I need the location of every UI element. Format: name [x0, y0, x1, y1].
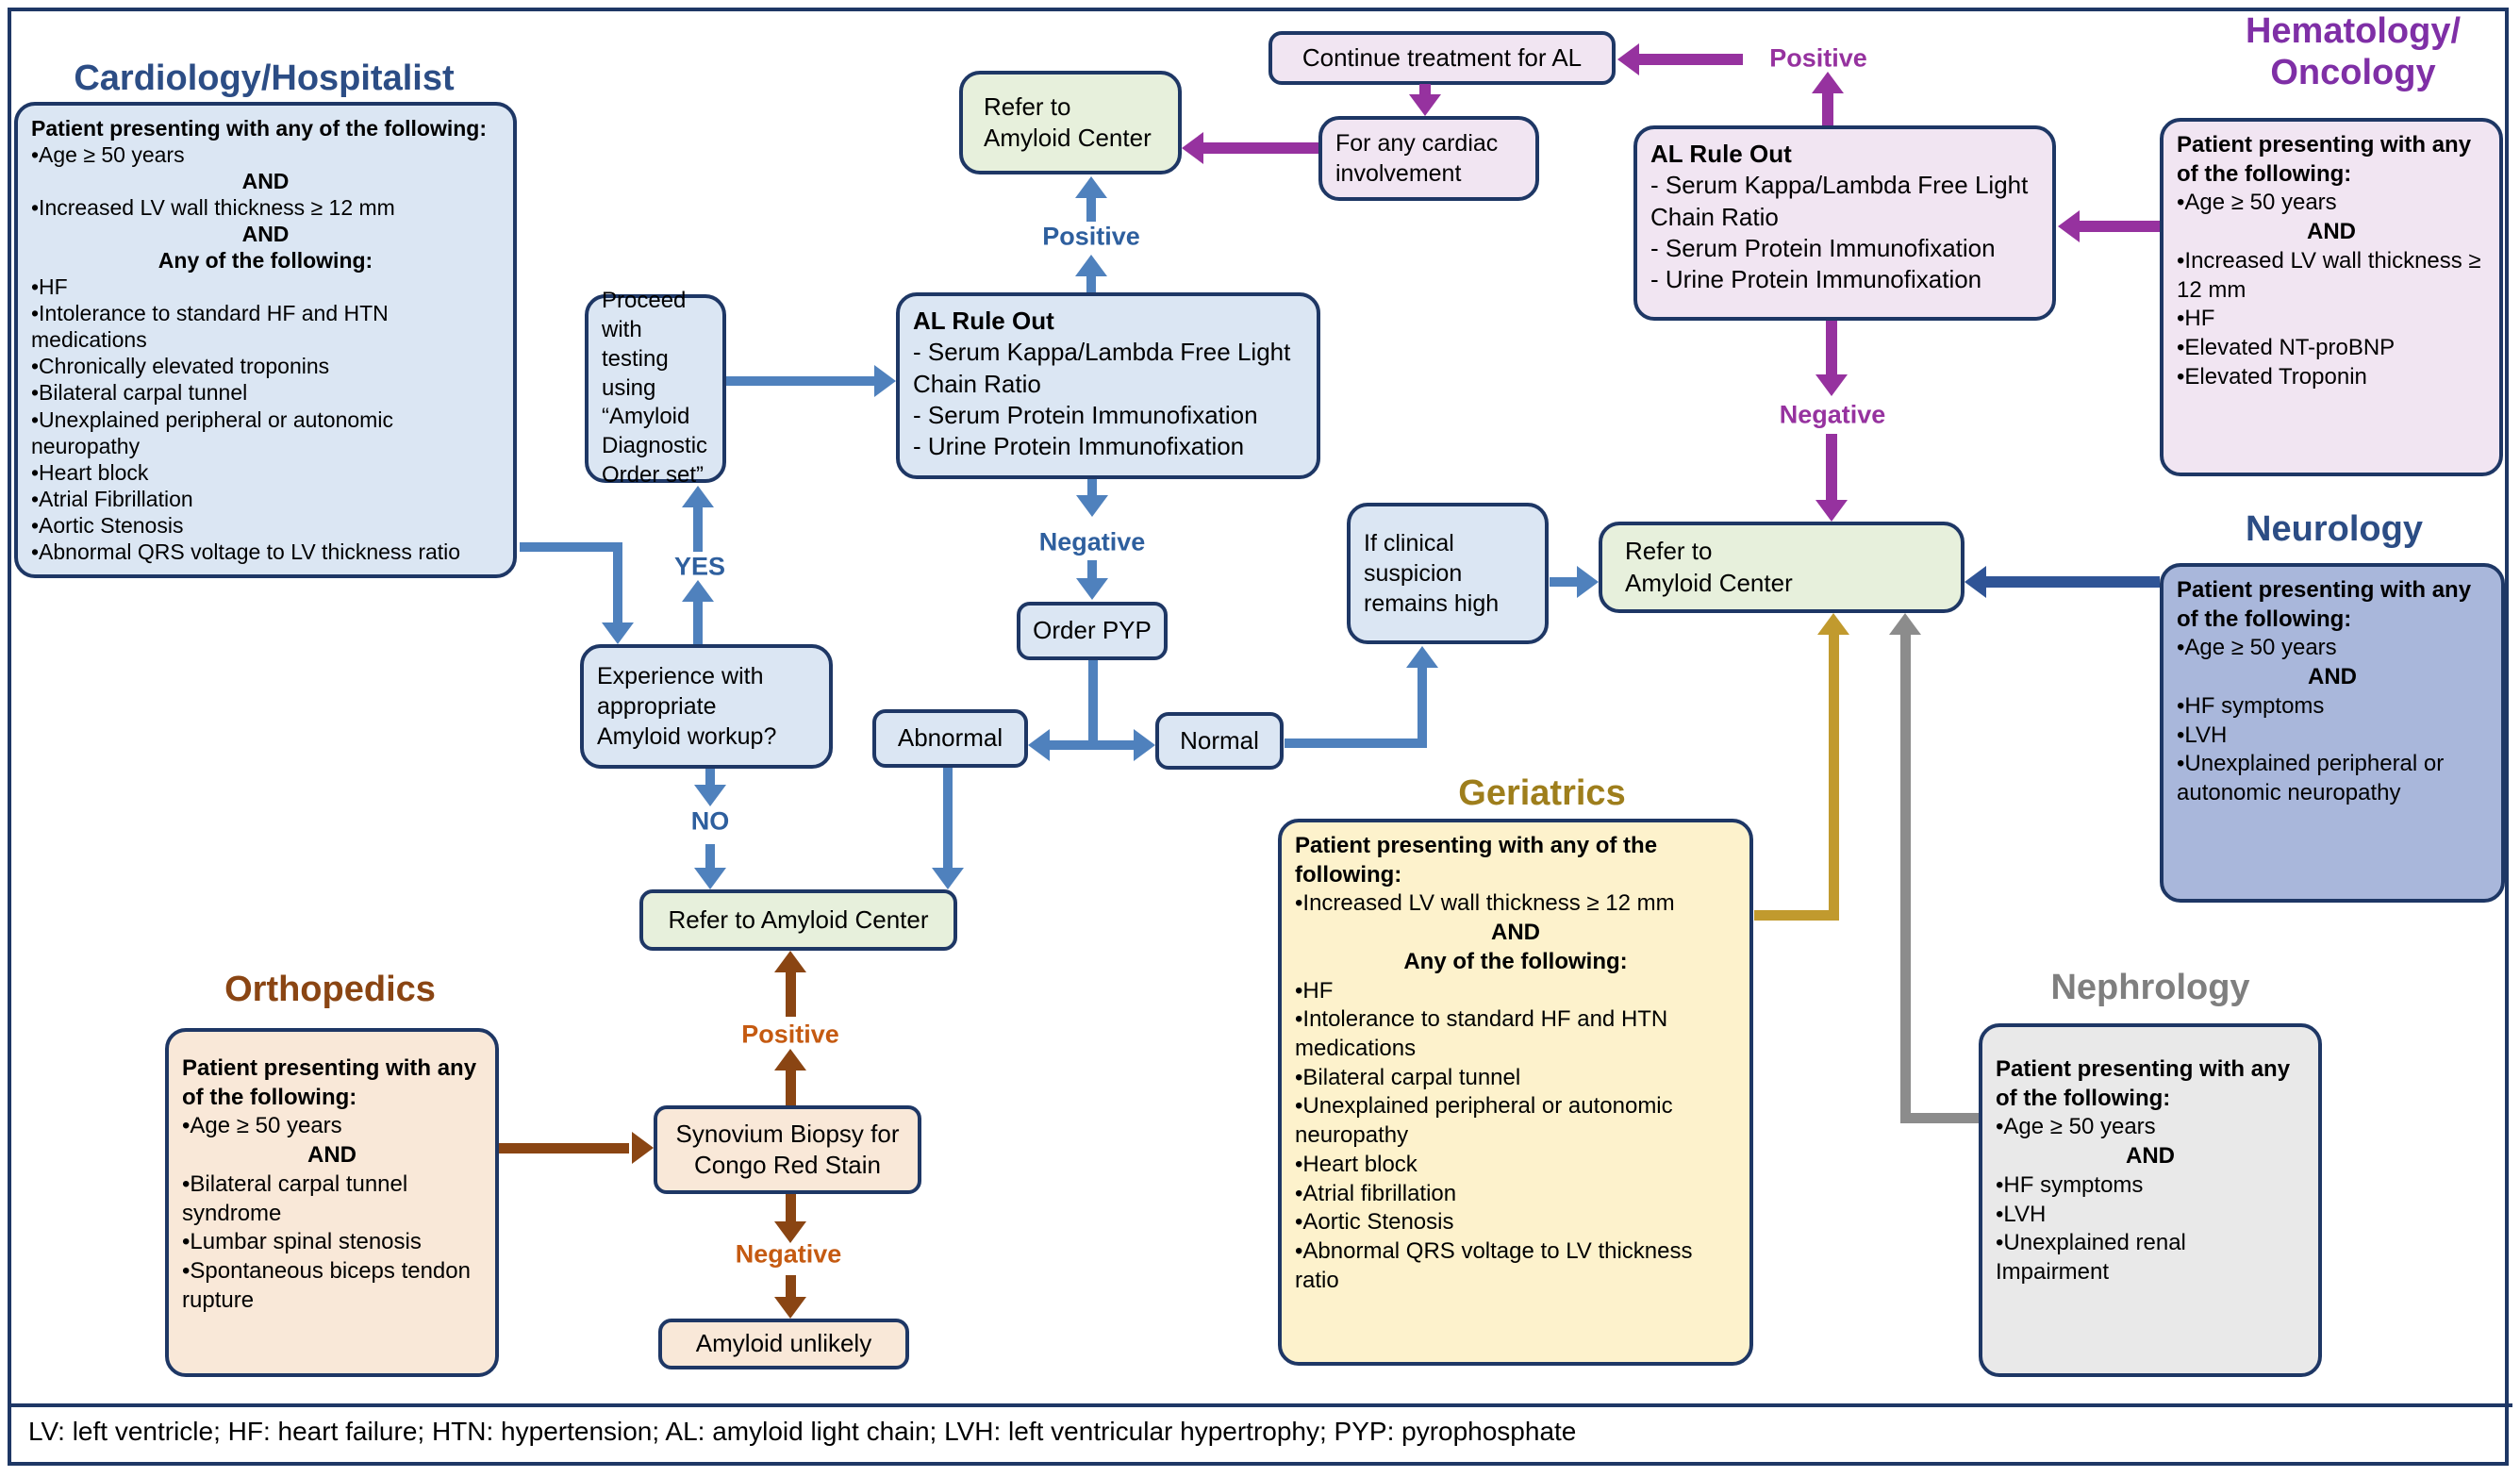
arrowhead-no-mid [694, 785, 726, 806]
box-line: remains high [1364, 590, 1500, 617]
positive-mid-label: Positive [1042, 222, 1140, 251]
box-line: - Urine Protein Immunofixation [1650, 265, 1982, 294]
box-line: •Elevated NT-proBNP [2177, 335, 2396, 361]
arrow-tee-to-abnormal [1050, 740, 1093, 750]
legend-divider [8, 1403, 2512, 1407]
box-line: •Intolerance to standard HF and HTN medications [1295, 1006, 1668, 1062]
box-line: •LVH [2177, 722, 2228, 748]
box-line: •HF symptoms [1996, 1171, 2144, 1198]
box-line: •HF [1295, 977, 1334, 1004]
order-pyp-box: Order PYP [1017, 602, 1168, 660]
synovium-biopsy-box [654, 1105, 921, 1194]
box-line: If clinical [1364, 530, 1454, 556]
section-title-cardiology: Cardiology/Hospitalist [74, 58, 455, 98]
box-line: •Age ≥ 50 years [2177, 190, 2337, 216]
arrow-geriatrics-h [1754, 910, 1834, 921]
positive-right-label: Positive [1769, 43, 1867, 73]
no-label: NO [690, 806, 730, 836]
arrow-cardiology-to-experience-v [613, 542, 622, 622]
box-line: •Age ≥ 50 years [1996, 1114, 2156, 1140]
box-line: •Heart block [31, 459, 149, 485]
al-rule-out-mid-box [896, 292, 1320, 479]
refer-amyloid-center-bottom-box: Refer to Amyloid Center [639, 889, 957, 951]
arrowhead-into-cardiac [1409, 94, 1441, 116]
box-line: AND [2126, 1143, 2175, 1170]
box-line: Refer to [1625, 537, 1713, 566]
section-title-geriatrics: Geriatrics [1458, 773, 1626, 813]
box-line: •Lumbar spinal stenosis [182, 1229, 422, 1255]
box-line: •Elevated Troponin [2177, 363, 2367, 390]
cardiac-involvement-box [1318, 116, 1539, 201]
section-title-hematology [2197, 11, 2509, 93]
arrowhead-cardiac-into-refer [1182, 132, 1203, 164]
box-line: AND [2307, 219, 2356, 245]
arrowhead-into-continue [1617, 43, 1639, 75]
box-line: •Atrial Fibrillation [31, 486, 193, 511]
box-line: •Spontaneous biceps tendon rupture [182, 1258, 471, 1313]
nephrology-patient-box [1979, 1023, 2322, 1377]
neurology-patient-box [2160, 563, 2505, 903]
box-line: AND [1491, 920, 1540, 946]
arrow-hematology-to-alruleout [2080, 221, 2160, 232]
box-line: •Unexplained peripheral or autonomic neuropathy [31, 407, 393, 458]
box-line: •Age ≥ 50 years [182, 1113, 342, 1139]
arrowhead-yes-mid [682, 580, 714, 602]
arrow-yes-upper [693, 507, 703, 552]
arrowhead-yes-into-proceed [682, 486, 714, 507]
arrow-negative-right-lower [1826, 434, 1837, 500]
arrowhead-negative-into-refer-right [1815, 500, 1848, 522]
box-line: Patient presenting with any of the following: [2177, 132, 2472, 187]
box-line: •Increased LV wall thickness ≥ 12 mm [1295, 890, 1675, 917]
yes-label: YES [673, 552, 726, 581]
arrow-geriatrics-v [1829, 635, 1839, 921]
arrowhead-ortho-negative-mid [774, 1221, 806, 1243]
arrow-negative-right-upper [1826, 321, 1837, 374]
section-title-orthopedics: Orthopedics [224, 970, 436, 1009]
box-line: •HF [31, 274, 68, 300]
box-line: Experience with [597, 663, 764, 689]
arrowhead-into-abnormal [1028, 729, 1050, 761]
arrow-normal-to-clinical-v [1418, 668, 1427, 748]
arrowhead-into-normal [1134, 729, 1155, 761]
arrow-ortho-positive-lower [786, 1070, 796, 1105]
arrow-orthopedics-to-synovium [499, 1143, 629, 1153]
arrowhead-abnormal-into-refer [932, 868, 964, 889]
arrowhead-into-alruleout-right [2058, 210, 2080, 242]
arrow-proceed-to-alruleout [726, 376, 874, 386]
arrowhead-negative-right-mid [1815, 374, 1848, 396]
box-line: - Serum Protein Immunofixation [1650, 233, 1996, 262]
arrow-cardiology-to-experience-h [520, 542, 619, 552]
box-line: •Age ≥ 50 years [31, 142, 185, 168]
box-line: AND [241, 169, 290, 194]
box-line: Any of the following: [1403, 948, 1628, 974]
arrowhead-negative-mid [1076, 495, 1108, 517]
box-line: •Abnormal QRS voltage to LV thickness ratio [31, 539, 461, 564]
box-line: Amyloid Center [984, 124, 1152, 152]
box-line: Patient presenting with any of the following: [182, 1055, 477, 1110]
arrowhead-ortho-positive-mid [774, 1049, 806, 1070]
clinical-suspicion-box [1347, 503, 1549, 644]
arrowhead-clinical-into-refer [1577, 566, 1599, 598]
arrow-positive-mid-upper [1086, 198, 1096, 222]
box-line: - Serum Kappa/Lambda Free Light Chain Ratio [913, 338, 1291, 398]
arrow-nephrology-h [1905, 1113, 1979, 1123]
arrow-positive-mid-lower [1086, 276, 1096, 292]
box-line: •HF [2177, 306, 2215, 332]
box-line: testing using [602, 345, 669, 401]
box-line: •Bilateral carpal tunnel [1295, 1064, 1521, 1090]
arrow-ortho-positive-upper [786, 972, 796, 1017]
box-line: Synovium Biopsy for [675, 1119, 900, 1148]
box-line: Refer to [984, 91, 1071, 121]
arrowhead-positive-mid [1075, 255, 1107, 276]
negative-ortho-label: Negative [735, 1239, 842, 1269]
box-line: •Bilateral carpal tunnel [31, 380, 248, 406]
box-line: •Increased LV wall thickness ≥ 12 mm [31, 195, 395, 221]
box-line: AND [307, 1142, 356, 1169]
arrowhead-into-experience [602, 622, 634, 644]
arrowhead-neurology-into-refer [1965, 566, 1986, 598]
box-line: AL Rule Out [913, 307, 1054, 335]
box-line: •HF symptoms [2177, 692, 2325, 719]
box-line: Amyloid Center [1625, 568, 1793, 597]
arrowhead-into-clinical [1406, 646, 1438, 668]
box-line: Congo Red Stain [693, 1151, 882, 1179]
box-line: AL Rule Out [1650, 140, 1792, 168]
arrow-abnormal-to-refer-bottom [943, 768, 953, 868]
section-title-nephrology: Nephrology [2050, 968, 2250, 1007]
proceed-testing-box [585, 288, 726, 488]
box-line: •Heart block [1295, 1151, 1418, 1177]
box-line: •Atrial fibrillation [1295, 1180, 1457, 1206]
arrowhead-into-amyloid-unlikely [774, 1297, 806, 1319]
al-rule-out-right-box [1633, 125, 2056, 321]
refer-amyloid-center-top-box [959, 71, 1182, 174]
arrowhead-into-alruleout [874, 365, 896, 397]
normal-box: Normal [1155, 712, 1284, 770]
arrow-positive-to-continue [1639, 54, 1743, 65]
refer-amyloid-center-right-box [1599, 522, 1965, 613]
legend-abbreviations: LV: left ventricle; HF: heart failure; HTN: hypertension; AL: amyloid light chain; LVH: left ventricular hypertrophy; PYP: pyrophosphate [28, 1417, 1577, 1446]
box-line: •Age ≥ 50 years [2177, 635, 2337, 661]
box-line: •Intolerance to standard HF and HTN medications [31, 301, 389, 353]
box-line: •Aortic Stenosis [1295, 1209, 1454, 1236]
box-line: AND [2308, 664, 2357, 690]
box-line: •Aortic Stenosis [31, 512, 184, 538]
arrowhead-positive-into-refer-top [1075, 176, 1107, 198]
box-line: For any cardiac [1335, 130, 1499, 157]
arrowhead-positive-right [1812, 72, 1844, 93]
box-line: •Unexplained peripheral or autonomic neuropathy [2177, 751, 2445, 806]
geriatrics-patient-box [1278, 819, 1753, 1366]
box-line: •Bilateral carpal tunnel syndrome [182, 1170, 408, 1226]
section-title-neurology: Neurology [2246, 509, 2423, 549]
arrow-normal-to-clinical-h [1285, 738, 1422, 748]
arrow-neurology-to-refer [1986, 576, 2160, 588]
cardiology-patient-box [14, 102, 517, 578]
amyloid-unlikely-box: Amyloid unlikely [658, 1319, 909, 1369]
box-line: involvement [1335, 160, 1462, 187]
abnormal-box: Abnormal [872, 709, 1028, 768]
box-line: AND [241, 222, 290, 247]
negative-mid-label: Negative [1038, 527, 1146, 556]
box-line: Any of the following: [158, 248, 373, 274]
hematology-title-line1: Hematology/ [2245, 11, 2462, 51]
arrow-cardiac-to-refer-top [1203, 142, 1318, 154]
box-line: “Amyloid [602, 404, 690, 430]
arrowhead-into-orderpyp [1076, 578, 1108, 600]
experience-workup-box [580, 644, 833, 769]
hematology-patient-box [2160, 118, 2503, 476]
box-line: •Chronically elevated troponins [31, 354, 330, 379]
box-line: Amyloid workup? [597, 723, 777, 750]
box-line: - Serum Kappa/Lambda Free Light Chain Ratio [1650, 171, 2029, 231]
box-line: - Serum Protein Immunofixation [913, 400, 1258, 429]
arrow-tee-to-normal [1093, 740, 1134, 750]
arrow-nephrology-v [1900, 635, 1911, 1123]
arrow-yes-lower [693, 602, 703, 644]
orthopedics-patient-box [165, 1028, 499, 1377]
arrowhead-nephrology-into-refer [1889, 613, 1921, 635]
arrow-ortho-negative-lower [786, 1275, 796, 1298]
arrow-no-upper [705, 769, 715, 786]
box-line: •Unexplained renal Impairment [1996, 1230, 2186, 1286]
box-line: Proceed with [602, 288, 687, 343]
box-line: - Urine Protein Immunofixation [913, 432, 1245, 461]
box-line: •Unexplained peripheral or autonomic neuropathy [1295, 1093, 1673, 1149]
arrowhead-geriatrics-into-refer [1817, 613, 1849, 635]
box-line: Order set” [602, 461, 705, 488]
box-line: appropriate [597, 693, 717, 720]
arrow-negative-mid-upper [1087, 479, 1097, 495]
arrow-no-lower [705, 844, 715, 868]
arrow-alruleout-right-up [1822, 93, 1833, 125]
box-line: Patient presenting with any of the following: [1996, 1056, 2291, 1111]
box-line: •Abnormal QRS voltage to LV thickness ratio [1295, 1238, 1693, 1293]
box-line: Patient presenting with any of the following: [2177, 577, 2472, 632]
box-line: Patient presenting with any of the following: [1295, 833, 1658, 888]
arrowhead-ortho-positive-into-refer [774, 951, 806, 972]
continue-treatment-al-box: Continue treatment for AL [1268, 31, 1616, 85]
arrowhead-no-into-refer [694, 868, 726, 889]
box-line: Patient presenting with any of the following: [31, 116, 487, 141]
negative-right-label: Negative [1779, 400, 1886, 429]
arrow-orderpyp-stem [1088, 660, 1098, 745]
box-line: •Increased LV wall thickness ≥ 12 mm [2177, 247, 2481, 303]
box-line: suspicion [1364, 560, 1463, 587]
box-line: •LVH [1996, 1201, 2047, 1227]
arrow-clinical-to-refer-right [1550, 577, 1577, 587]
positive-ortho-label: Positive [741, 1020, 839, 1049]
arrow-negative-mid-lower [1087, 560, 1097, 578]
arrowhead-into-synovium [632, 1132, 654, 1164]
box-line: Diagnostic [602, 433, 708, 459]
hematology-title-line2: Oncology [2270, 52, 2436, 92]
arrow-ortho-negative-upper [786, 1194, 796, 1222]
